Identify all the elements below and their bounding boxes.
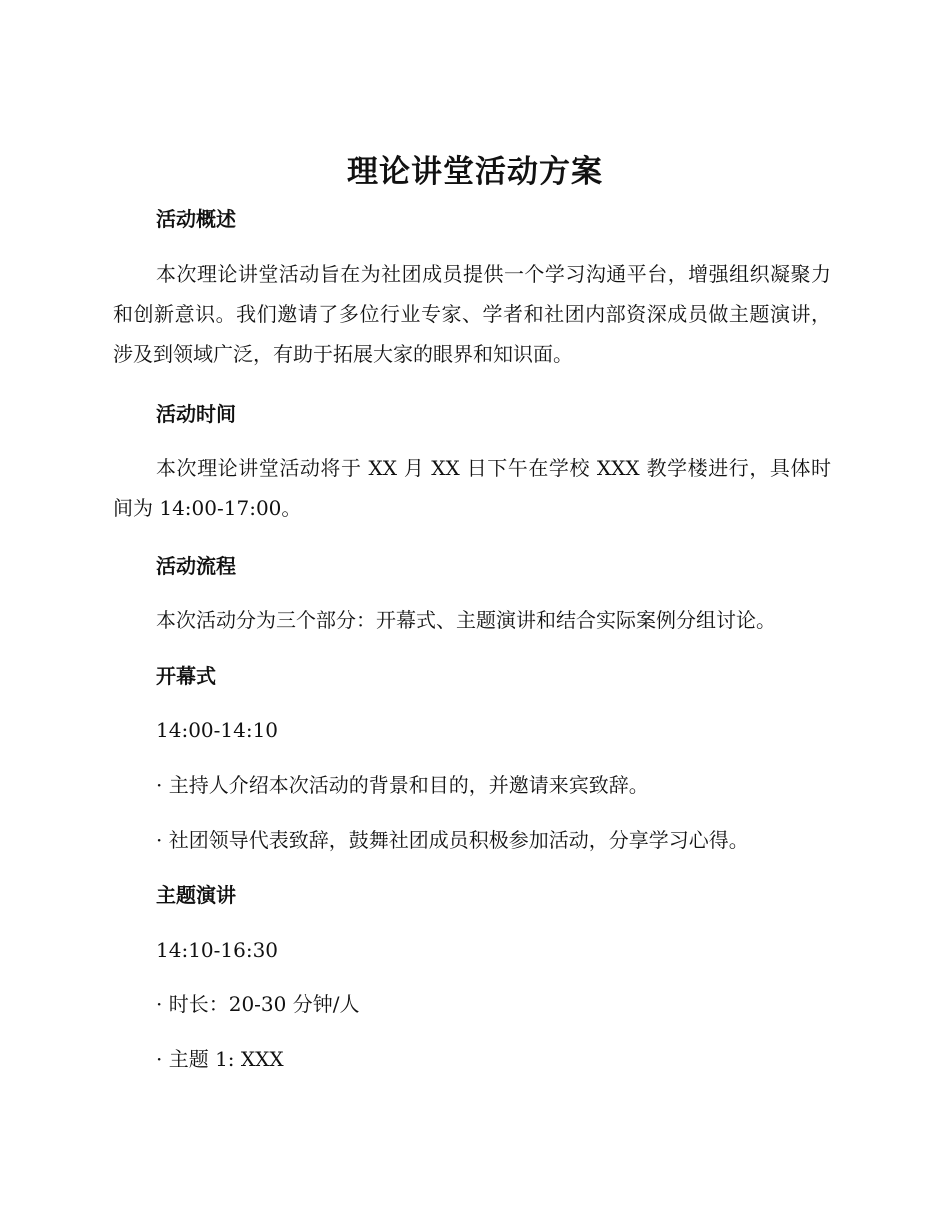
section-heading-process: 活动流程 xyxy=(156,554,236,578)
section-heading-speech: 主题演讲 xyxy=(156,883,236,907)
speech-time: 14:10-16:30 xyxy=(156,938,279,962)
opening-bullet-2: · 社团领导代表致辞，鼓舞社团成员积极参加活动，分享学习心得。 xyxy=(156,828,749,852)
speech-bullet-1: · 时长：20-30 分钟/人 xyxy=(156,992,360,1016)
process-paragraph: 本次活动分为三个部分：开幕式、主题演讲和结合实际案例分组讨论。 xyxy=(156,608,776,632)
speech-bullet-2: · 主题 1: XXX xyxy=(156,1047,284,1071)
document-title: 理论讲堂活动方案 xyxy=(347,154,603,190)
section-heading-opening: 开幕式 xyxy=(156,664,216,688)
section-heading-overview: 活动概述 xyxy=(156,207,236,231)
time-paragraph: 本次理论讲堂活动将于 XX 月 XX 日下午在学校 XXX 教学楼进行，具体时间为 14:00-17:00。 xyxy=(113,456,831,520)
opening-time: 14:00-14:10 xyxy=(156,718,279,742)
section-heading-time: 活动时间 xyxy=(156,402,236,426)
overview-paragraph: 本次理论讲堂活动旨在为社团成员提供一个学习沟通平台，增强组织凝聚力和创新意识。我们邀请了多位行业专家、学者和社团内部资深成员做主题演讲，涉及到领域广泛，有助于拓展大家的眼界和知识面。 xyxy=(113,262,831,366)
opening-bullet-1: · 主持人介绍本次活动的背景和目的，并邀请来宾致辞。 xyxy=(156,773,649,797)
